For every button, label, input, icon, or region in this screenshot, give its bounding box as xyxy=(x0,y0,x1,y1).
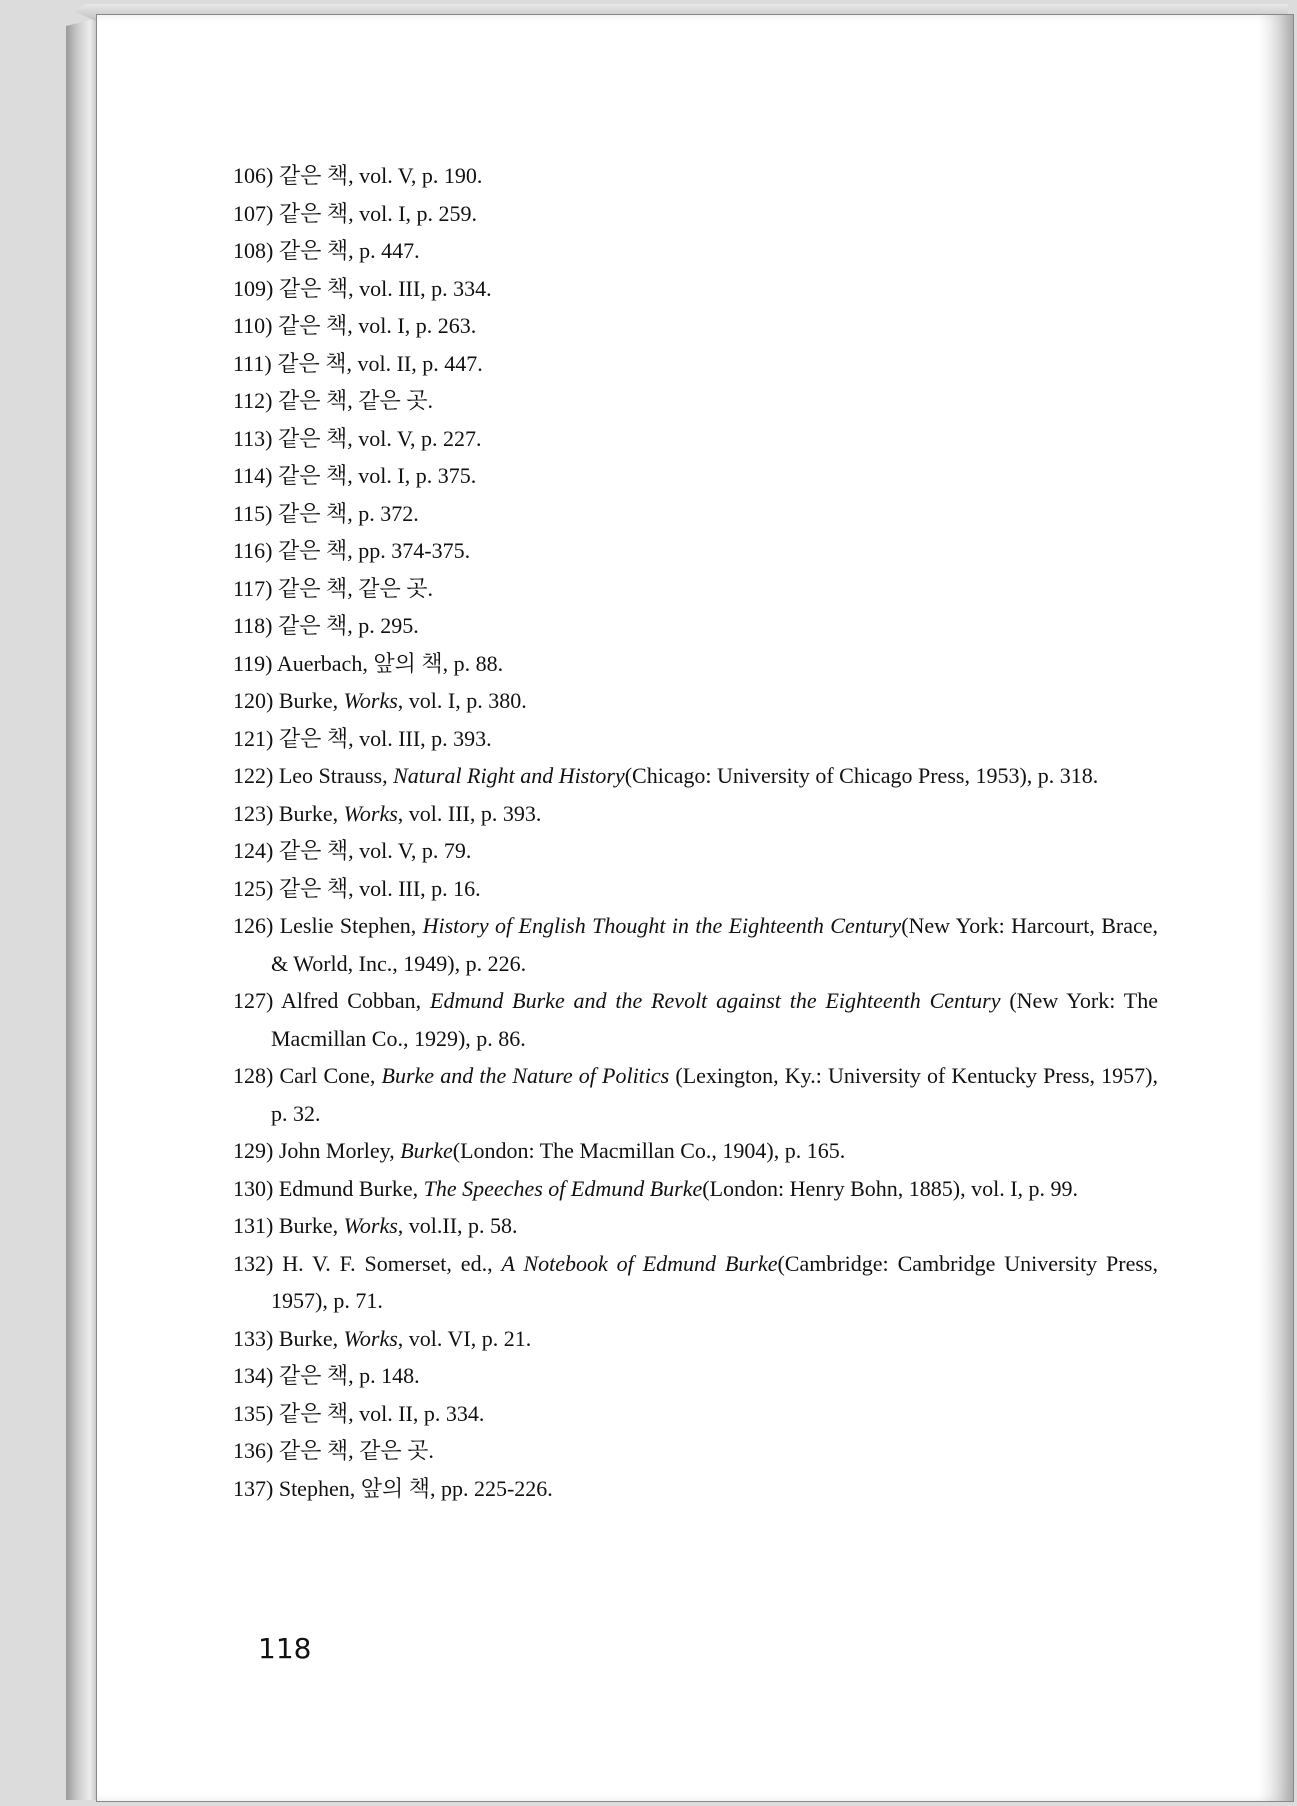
footnote-text: 같은 책, vol. II, p. 447. xyxy=(277,350,483,376)
footnote xyxy=(233,645,1158,683)
footnote xyxy=(233,457,1158,495)
footnote-number: 125) xyxy=(233,875,274,901)
footnote-text: 같은 책, vol. I, p. 375. xyxy=(278,463,477,488)
footnote-number: 128) xyxy=(233,1063,274,1088)
footnote-text: 같은 책, vol. III, p. 393. xyxy=(278,725,492,751)
footnote xyxy=(233,720,1158,758)
footnote-text: 같은 책, vol. I, p. 263. xyxy=(278,313,477,338)
footnote-text: Burke, xyxy=(278,1325,344,1351)
footnote-number: 109) xyxy=(233,275,274,301)
footnote xyxy=(233,195,1158,233)
footnote-number: 107) xyxy=(233,200,274,226)
footnote xyxy=(233,1395,1158,1433)
footnote xyxy=(233,495,1158,533)
footnote-text: , vol. III, p. 393. xyxy=(397,800,542,826)
footnote-text: Auerbach, 앞의 책, p. 88. xyxy=(276,650,504,676)
footnote-number: 135) xyxy=(233,1400,274,1426)
footnote xyxy=(233,1132,1158,1170)
footnote xyxy=(233,270,1158,308)
footnote-title: Works xyxy=(343,800,398,826)
footnote-title: A Notebook of Edmund Burke xyxy=(501,1250,778,1276)
footnote-number: 129) xyxy=(233,1138,274,1163)
footnote xyxy=(233,1170,1158,1208)
footnote xyxy=(233,1057,1158,1132)
footnote-text: Burke, xyxy=(278,1213,344,1238)
footnote-text: Leslie Stephen, xyxy=(279,913,423,938)
footnote xyxy=(233,1245,1158,1320)
footnote-text: 같은 책, vol. V, p. 79. xyxy=(278,838,472,863)
footnote-title: Burke and the Nature of Politics xyxy=(381,1063,670,1088)
footnote xyxy=(233,795,1158,833)
footnote-number: 118) xyxy=(233,613,273,638)
footnote-text: , vol.II, p. 58. xyxy=(397,1213,518,1238)
footnote-text: (Lexington, Ky.: University of Kentucky Press, 1957), p. 32. xyxy=(271,1063,1158,1126)
footnote xyxy=(233,1432,1158,1470)
footnote xyxy=(233,157,1158,195)
footnote xyxy=(233,757,1158,795)
footnote-number: 114) xyxy=(233,463,273,488)
footnote-number: 123) xyxy=(233,800,274,826)
footnote-number: 131) xyxy=(233,1213,274,1238)
footnote-number: 113) xyxy=(233,425,273,451)
footnote xyxy=(233,607,1158,645)
footnote xyxy=(233,1357,1158,1395)
footnote-text: 같은 책, 같은 곳. xyxy=(278,388,434,413)
footnote-title: Burke xyxy=(400,1138,453,1163)
footnote-number: 117) xyxy=(233,575,273,601)
footnote-list xyxy=(233,157,1158,1507)
footnote-text: 같은 책, vol. V, p. 190. xyxy=(278,163,483,188)
footnote-title: History of English Thought in the Eighteenth Century xyxy=(422,913,902,938)
footnote-text: (Cambridge: Cambridge University Press, 1957), p. 71. xyxy=(271,1250,1158,1313)
footnote xyxy=(233,907,1158,982)
footnote-number: 120) xyxy=(233,688,274,713)
footnote-number: 115) xyxy=(233,500,273,526)
footnote-text: 같은 책, p. 295. xyxy=(278,613,419,638)
footnote xyxy=(233,382,1158,420)
footnote-title: Works xyxy=(343,1325,398,1351)
footnote-text: Carl Cone, xyxy=(279,1063,382,1088)
footnote xyxy=(233,232,1158,270)
footnote-number: 121) xyxy=(233,725,274,751)
footnote-text: Alfred Cobban, xyxy=(280,988,431,1013)
page-stack-left-edge xyxy=(66,18,98,1800)
footnote-number: 119) xyxy=(233,650,273,676)
footnote-text: (London: Henry Bohn, 1885), vol. I, p. 99. xyxy=(702,1175,1079,1201)
footnote-text: (New York: Harcourt, Brace, & World, Inc., 1949), p. 226. xyxy=(271,913,1158,976)
footnote-text: 같은 책, p. 148. xyxy=(278,1363,420,1388)
footnote-number: 134) xyxy=(233,1363,274,1388)
footnote-title: Works xyxy=(343,688,398,713)
footnote xyxy=(233,832,1158,870)
footnote-number: 111) xyxy=(233,350,272,376)
footnote-text: 같은 책, pp. 374-375. xyxy=(278,538,471,563)
footnote-text: 같은 책, vol. I, p. 259. xyxy=(278,200,478,226)
footnote-text: (London: The Macmillan Co., 1904), p. 165. xyxy=(452,1138,846,1163)
footnote xyxy=(233,532,1158,570)
footnote xyxy=(233,1207,1158,1245)
footnote-number: 137) xyxy=(233,1475,274,1501)
footnote-number: 122) xyxy=(233,763,274,788)
page-number: 118 xyxy=(258,1632,312,1665)
footnote-text: Burke, xyxy=(278,800,344,826)
footnote-number: 110) xyxy=(233,313,273,338)
footnote xyxy=(233,1470,1158,1508)
footnote-number: 112) xyxy=(233,388,273,413)
footnote-number: 126) xyxy=(233,913,274,938)
footnote-text: (Chicago: University of Chicago Press, 1953), p. 318. xyxy=(624,763,1099,788)
footnote-number: 106) xyxy=(233,163,274,188)
footnote xyxy=(233,345,1158,383)
footnote-number: 132) xyxy=(233,1250,274,1276)
footnote-number: 116) xyxy=(233,538,273,563)
footnote-title: Works xyxy=(343,1213,398,1238)
footnote-text: , vol. I, p. 380. xyxy=(397,688,527,713)
footnote-number: 108) xyxy=(233,238,274,263)
footnote-title: Natural Right and History xyxy=(393,763,625,788)
footnote xyxy=(233,1320,1158,1358)
footnote-text: 같은 책, p. 372. xyxy=(278,500,419,526)
footnote-number: 136) xyxy=(233,1438,274,1463)
footnote-text: H. V. F. Somerset, ed., xyxy=(282,1250,502,1276)
footnote xyxy=(233,420,1158,458)
footnote-number: 127) xyxy=(233,988,274,1013)
footnote-text: 같은 책, vol. III, p. 334. xyxy=(278,275,492,301)
footnote xyxy=(233,682,1158,720)
footnote-text: (New York: The Macmillan Co., 1929), p. 86. xyxy=(271,988,1158,1051)
footnote xyxy=(233,307,1158,345)
footnote-number: 130) xyxy=(233,1175,274,1201)
footnote xyxy=(233,982,1158,1057)
footnote-text: Stephen, 앞의 책, pp. 225-226. xyxy=(278,1475,553,1501)
footnote-text: Edmund Burke, xyxy=(278,1175,424,1201)
footnote-number: 133) xyxy=(233,1325,274,1351)
footnote-text: 같은 책, vol. III, p. 16. xyxy=(278,875,481,901)
footnote-text: 같은 책, vol. II, p. 334. xyxy=(278,1400,485,1426)
footnote-text: 같은 책, 같은 곳. xyxy=(278,1438,434,1463)
footnote-text: Leo Strauss, xyxy=(278,763,394,788)
footnote-title: Edmund Burke and the Revolt against the Eighteenth Century xyxy=(430,988,1001,1013)
footnote-text: 같은 책, 같은 곳. xyxy=(278,575,434,601)
footnote xyxy=(233,570,1158,608)
footnote xyxy=(233,870,1158,908)
footnote-text: John Morley, xyxy=(278,1138,401,1163)
footnote-text: 같은 책, p. 447. xyxy=(278,238,420,263)
footnote-text: Burke, xyxy=(278,688,344,713)
footnote-number: 124) xyxy=(233,838,274,863)
footnote-title: The Speeches of Edmund Burke xyxy=(423,1175,703,1201)
footnote-text: , vol. VI, p. 21. xyxy=(397,1325,532,1351)
footnote-text: 같은 책, vol. V, p. 227. xyxy=(278,425,482,451)
